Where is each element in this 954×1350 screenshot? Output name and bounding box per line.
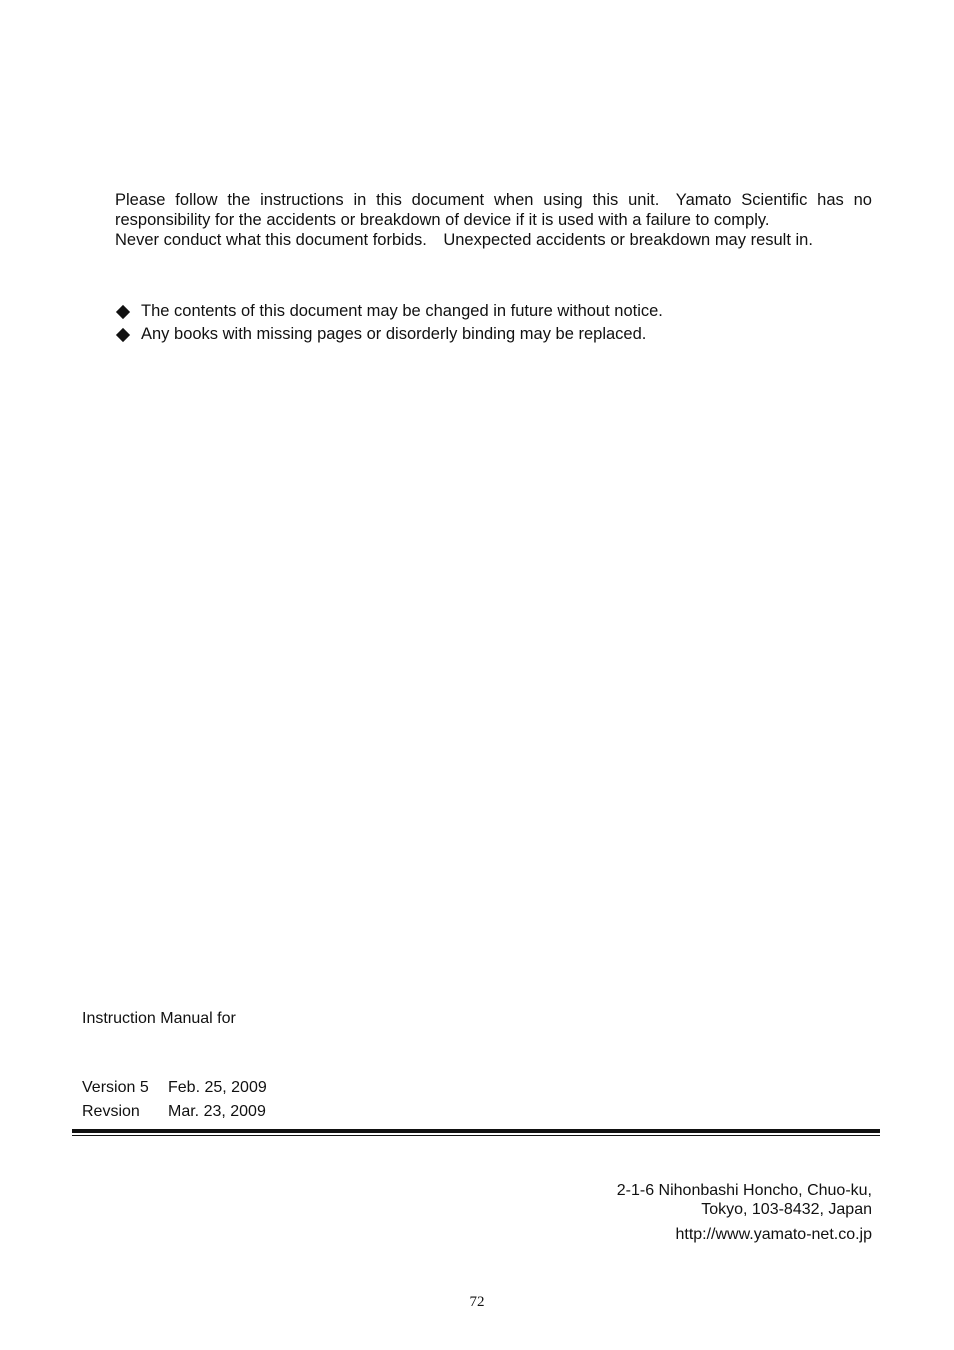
company-website-link[interactable]: http://www.yamato-net.co.jp: [675, 1226, 872, 1243]
table-row: [82, 1100, 267, 1124]
bullet-text: The contents of this document may be changed in future without notice.: [141, 302, 663, 320]
revision-label: Revsion: [82, 1103, 140, 1120]
notice-responsibility-text: Please follow the instructions in this document when using this unit. Yamato Scientific has no responsibility for the accidents or breakdown of device if it is used with a failure to comply.: [115, 191, 872, 229]
address-line-city: Tokyo, 103-8432, Japan: [701, 1201, 872, 1218]
version-label: Version 5: [82, 1079, 149, 1096]
page-number: 72: [469, 1294, 485, 1310]
footer-divider-thick: [72, 1129, 880, 1133]
version-date: Feb. 25, 2009: [168, 1079, 267, 1096]
notice-bullet-list: [115, 300, 663, 346]
diamond-bullet-icon: [116, 327, 130, 341]
company-address: [617, 1181, 872, 1244]
address-line-street: 2-1-6 Nihonbashi Honcho, Chuo-ku,: [616, 1182, 872, 1199]
version-history-table: [82, 1076, 267, 1124]
list-item: [115, 323, 663, 346]
table-row: [82, 1076, 267, 1100]
manual-title: Instruction Manual for: [82, 1010, 236, 1027]
notice-forbidden-text: Never conduct what this document forbids. Unexpected accidents or breakdown may result in.: [115, 231, 813, 249]
list-item: [115, 300, 663, 323]
footer-divider-thin: [72, 1135, 880, 1136]
revision-date: Mar. 23, 2009: [168, 1103, 266, 1120]
usage-notice: [115, 190, 872, 250]
diamond-bullet-icon: [116, 304, 130, 318]
bullet-text: Any books with missing pages or disorderly binding may be replaced.: [141, 325, 647, 343]
